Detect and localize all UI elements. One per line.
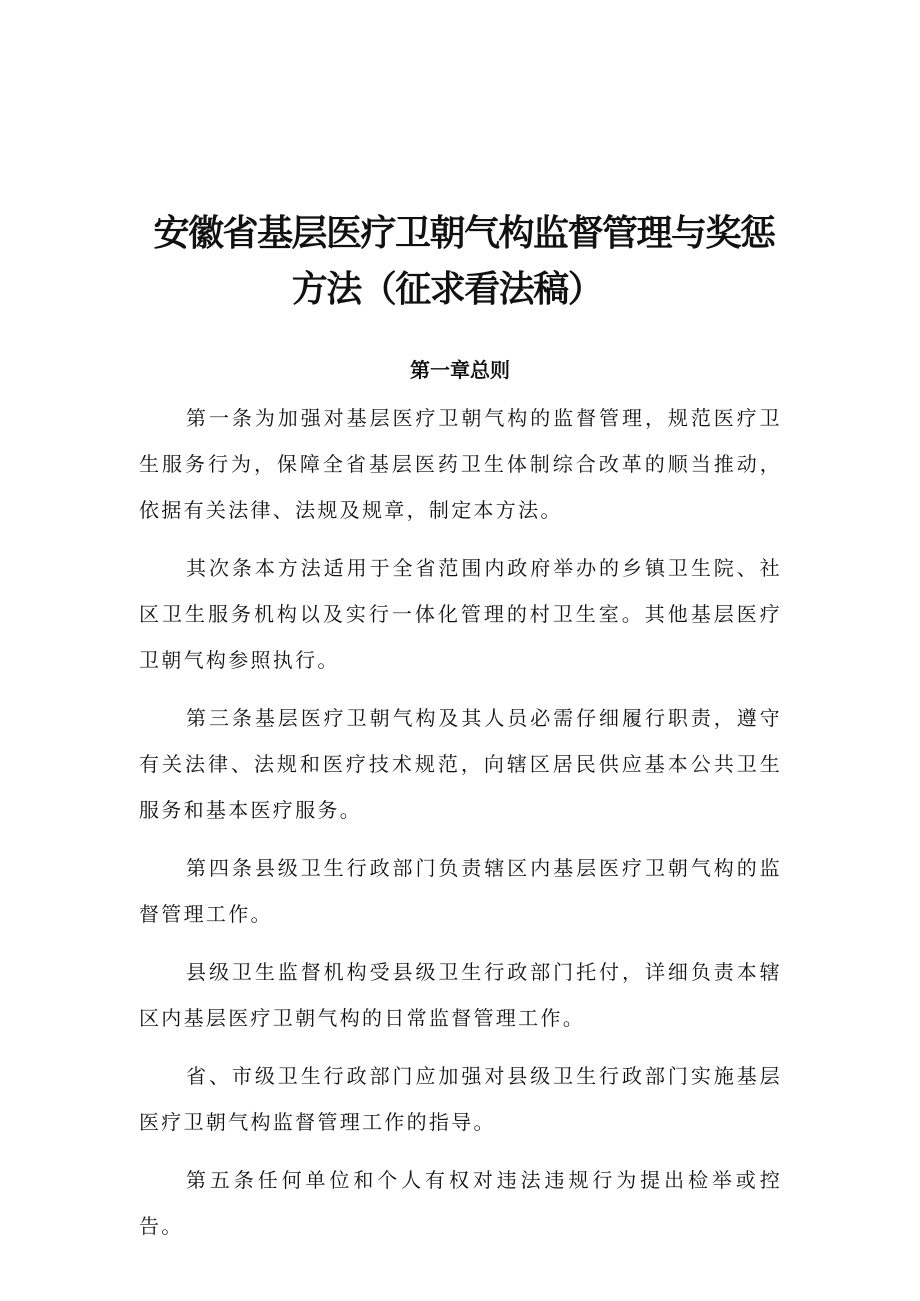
chapter-heading: 第一章总则 [410,358,510,382]
paragraph-article-4-provincial-guidance: 省、市级卫生行政部门应加强对县级卫生行政部门实施基层医疗卫朝气构监督管理工作的指导。 [139,1064,782,1134]
paragraph-article-5: 第五条任何单位和个人有权对违法违规行为提出检举或控告。 [139,1168,782,1238]
paragraph-article-1: 第一条为加强对基层医疗卫朝气构的监督管理，规范医疗卫生服务行为，保障全省基层医药卫生体制综合改革的顺当推动，依据有关法律、法规及规章，制定本方法。 [139,406,782,522]
document-title-line-1: 安徽省基层医疗卫朝气构监督管理与奖惩 [153,213,775,254]
paragraph-article-4: 第四条县级卫生行政部门负责辖区内基层医疗卫朝气构的监督管理工作。 [139,856,782,926]
paragraph-article-2: 其次条本方法适用于全省范围内政府举办的乡镇卫生院、社区卫生服务机构以及实行一体化管理的村卫生室。其他基层医疗卫朝气构参照执行。 [139,556,782,672]
document-title-line-2: 方法（征求看法稿） [291,269,603,310]
paragraph-article-3: 第三条基层医疗卫朝气构及其人员必需仔细履行职责，遵守有关法律、法规和医疗技术规范，向辖区居民供应基本公共卫生服务和基本医疗服务。 [139,706,782,822]
document-body [139,395,782,1261]
paragraph-article-4-county-supervision: 县级卫生监督机构受县级卫生行政部门托付，详细负责本辖区内基层医疗卫朝气构的日常监督管理工作。 [139,960,782,1030]
document-title [130,206,790,318]
